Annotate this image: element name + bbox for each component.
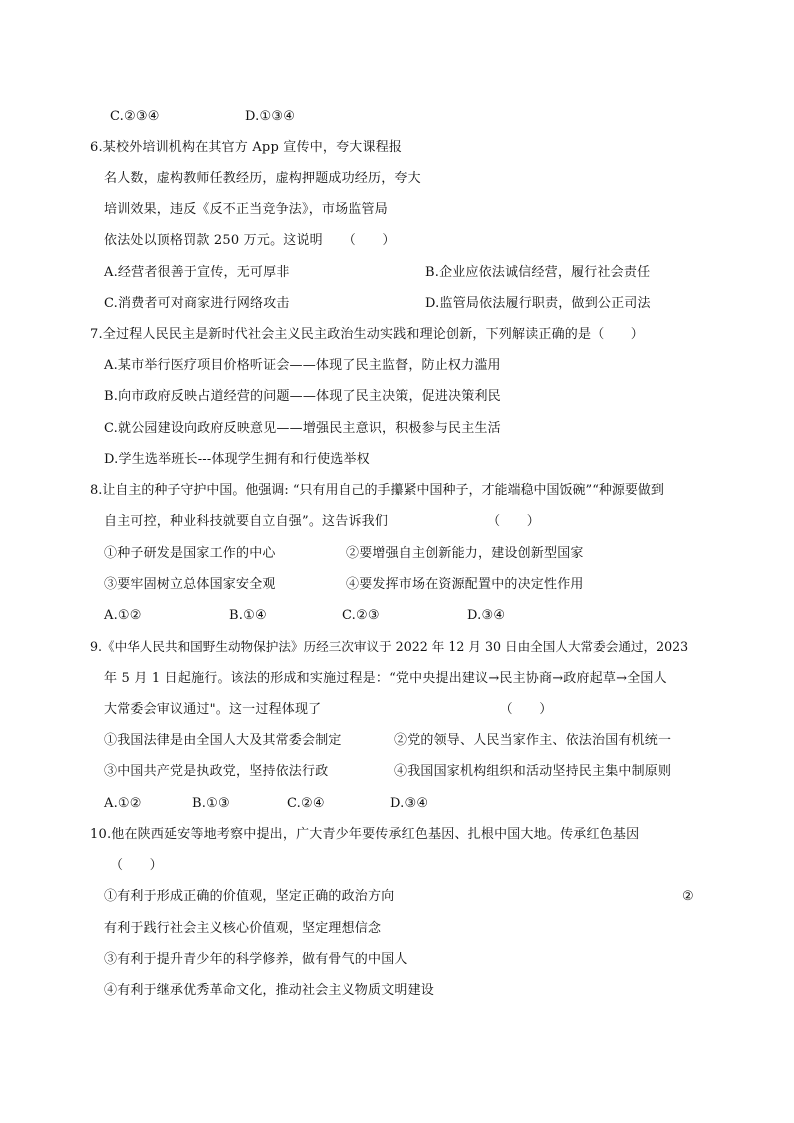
q10-statement-3: ③有利于提升青少年的科学修养，做有骨气的中国人 [104,952,408,967]
q9-stem-line-2: 年 5 月 1 日起施行。该法的形成和实施过程是：“党中央提出建议→民主协商→政府起草→全国人 [104,671,667,686]
q6-stem-line-2: 名人数，虚构教师任教经历，虚构押题成功经历，夸大 [104,171,421,186]
q5-option-d: D.①③④ [245,109,296,124]
q8-stem-line-2: 自主可控，种业科技就要自立自强”。这告诉我们 （ ） [104,514,540,529]
q8-option-c: C.②③ [342,608,380,623]
q9-statement-1: ①我国法律是由全国人大及其常委会制定 [104,733,342,748]
q10-statement-4: ④有利于继承优秀革命文化，推动社会主义物质文明建设 [104,983,435,998]
q9-statement-2: ②党的领导、人民当家作主、依法治国有机统一 [394,733,672,748]
q8-option-d: D.③④ [467,608,506,623]
q10-statement-2: 有利于践行社会主义核心价值观，坚定理想信念 [104,921,382,936]
q10-statement-1: ①有利于形成正确的价值观，坚定正确的政治方向 [104,889,395,904]
q9-option-a: A.①② [104,796,142,811]
q9-option-b: B.①③ [192,796,230,811]
q10-stem: 10.他在陕西延安等地考察中提出，广大青少年要传承红色基因、扎根中国大地。传承红色基因 [90,827,640,842]
q8-statement-2: ②要增强自主创新能力，建设创新型国家 [346,546,584,561]
q8-statement-3: ③要牢固树立总体国家安全观 [104,577,276,592]
q10-statement-2-marker: ② [682,889,694,904]
q7-option-c: C.就公园建设向政府反映意见——增强民主意识，积极参与民主生活 [104,421,501,436]
q9-option-d: D.③④ [390,796,429,811]
q8-option-b: B.①④ [229,608,267,623]
q7-option-b: B.向市政府反映占道经营的问题——体现了民主决策，促进决策利民 [104,389,501,404]
q10-answer-paren: （ ） [110,858,163,873]
q7-option-d: D.学生选举班长---体现学生拥有和行使选举权 [104,452,370,467]
q9-stem-line-3: 大常委会审议通过"。这一过程体现了 （ ） [104,702,553,717]
q7-stem: 7.全过程人民民主是新时代社会主义民主政治生动实践和理论创新，下列解读正确的是（ ） [90,327,645,342]
q6-option-b: B.企业应依法诚信经营，履行社会责任 [425,265,651,280]
q8-option-a: A.①② [104,608,142,623]
q9-stem-line-1: 9.《中华人民共和国野生动物保护法》历经三次审议于 2022 年 12 月 30 日由全国人大常委会通过，2023 [90,639,689,654]
q8-statement-4: ④要发挥市场在资源配置中的决定性作用 [346,577,584,592]
q6-option-d: D.监管局依法履行职责，做到公正司法 [425,296,651,311]
q6-stem-line-3: 培训效果，违反《反不正当竞争法》，市场监管局 [104,202,388,217]
q6-stem-line-4: 依法处以顶格罚款 250 万元。这说明 （ ） [104,233,396,248]
q8-stem-line-1: 8.让自主的种子守护中国。他强调: “只有用自己的手攥紧中国种子，才能端稳中国饭碗”“种源要做到 [90,483,664,498]
q6-stem-line-1: 6.某校外培训机构在其官方 App 宣传中，夸大课程报 [90,140,403,155]
q5-option-c: C.②③④ [110,109,160,124]
q8-statement-1: ①种子研发是国家工作的中心 [104,546,276,561]
q9-option-c: C.②④ [287,796,325,811]
q9-statement-3: ③中国共产党是执政党，坚持依法行政 [104,764,329,779]
q6-option-a: A.经营者很善于宣传，无可厚非 [104,265,290,280]
q9-statement-4: ④我国国家机构组织和活动坚持民主集中制原则 [394,764,672,779]
q7-option-a: A.某市举行医疗项目价格听证会——体现了民主监督，防止权力滥用 [104,358,501,373]
q6-option-c: C.消费者可对商家进行网络攻击 [104,296,290,311]
